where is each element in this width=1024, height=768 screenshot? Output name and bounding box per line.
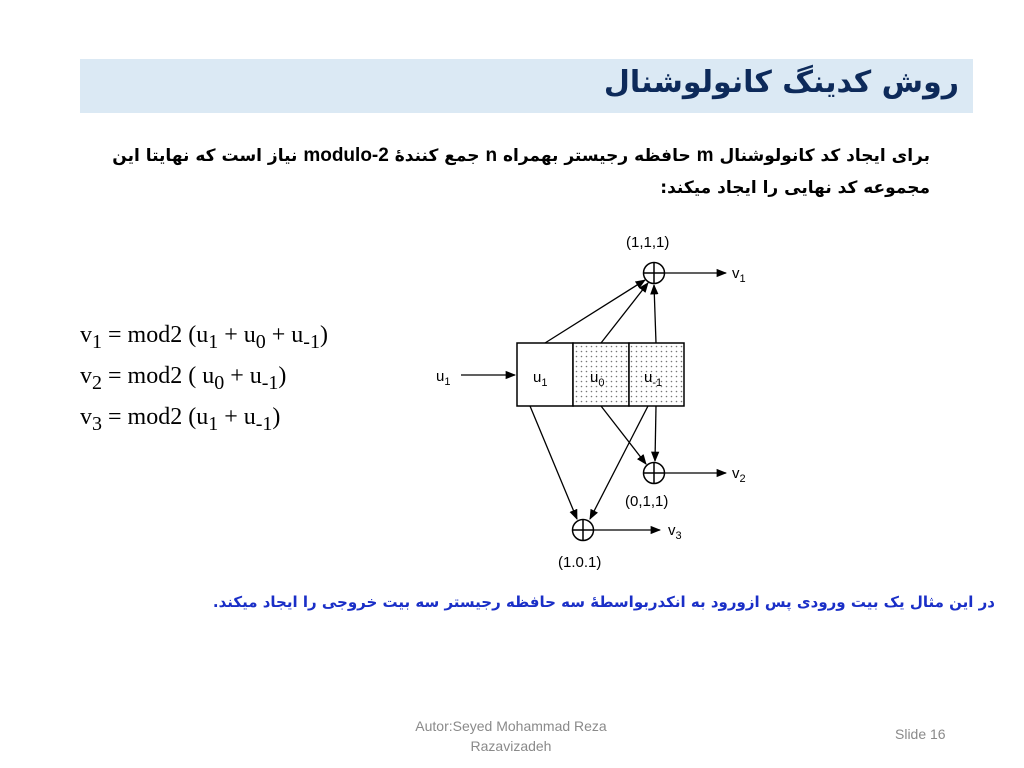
para-modulo: modulo-2 [303, 145, 389, 166]
output-v1-label: $v_1$ [732, 265, 746, 285]
eq1-lhs-sub: 1 [92, 330, 102, 353]
para-m: m [696, 145, 714, 166]
conn-u1-top [545, 280, 645, 343]
input-label: $u_1$ [436, 368, 451, 388]
conn-u0-mid [601, 406, 646, 464]
eq1-t3-sub: -1 [303, 330, 320, 353]
para-text-3: جمع کنندۀ [388, 146, 486, 166]
conn-u-1-mid [655, 406, 656, 461]
eq3-lhs-sub: 3 [92, 412, 102, 435]
register-u-1-box [629, 343, 684, 406]
para-text-2: حافظه رجیستر بهمراه [497, 146, 697, 166]
eq3-t2-sub: -1 [255, 412, 273, 435]
eq2-t1-sub: 0 [214, 371, 225, 394]
conn-u-1-top [654, 285, 656, 343]
para-text-1: برای ایجاد کد کانولوشنال [713, 146, 930, 166]
register-u-1-label: $u_{-1}$ [644, 369, 663, 389]
conn-u0-top [601, 283, 648, 343]
generator-bottom-label: (1.0.1) [558, 554, 602, 571]
adder-bottom [573, 520, 594, 541]
eq1-t2-sub: 0 [255, 330, 266, 353]
eq1-t2: + u [218, 322, 256, 348]
footer-author: Autor:Seyed Mohammad Reza Razavizadeh [415, 718, 607, 754]
adder-top [644, 263, 665, 284]
example-note: در این مثال یک بیت ورودی پس ازورود به انکدربواسطۀ سه حافظه رجیستر سه بیت خروجی را ایجاد میکند. [212, 593, 995, 611]
conn-u1-bot [530, 406, 577, 519]
eq1-lhs: v [80, 322, 92, 348]
slide-number: Slide 16 [895, 726, 946, 742]
eq2-close: ) [278, 362, 287, 389]
eq1-t1-sub: 1 [208, 330, 219, 353]
register-u0-label: $u_0$ [590, 369, 605, 389]
eq1-close: ) [319, 322, 328, 348]
para-text-4: نیاز است که نهایتا این مجموعه کد نهایی را ایجاد میکند: [112, 146, 930, 198]
adder-middle [644, 463, 665, 484]
eq3-t2: + u [218, 403, 256, 430]
eq1-pre: = mod2 (u [102, 322, 209, 348]
eq3-close: ) [272, 403, 281, 430]
eq2-pre: = mod2 ( u [102, 362, 215, 389]
eq2-lhs: v [80, 362, 92, 389]
register-u0-box [573, 343, 629, 406]
eq2-t2: + u [224, 362, 262, 389]
generator-middle-label: (0,1,1) [625, 493, 669, 510]
eq3-lhs: v [80, 403, 92, 430]
page-title: روش کدینگ کانولوشنال [603, 65, 959, 100]
para-n: n [485, 145, 498, 166]
eq2-lhs-sub: 2 [92, 371, 102, 394]
output-v2-label: $v_2$ [732, 465, 746, 485]
eq1-t3: + u [265, 322, 304, 348]
register-u1-label: $u_1$ [533, 369, 548, 389]
generator-top-label: (1,1,1) [626, 234, 670, 251]
eq2-t2-sub: -1 [261, 371, 279, 394]
eq3-t1-sub: 1 [208, 412, 219, 435]
eq3-pre: = mod2 (u [102, 403, 209, 430]
output-v3-label: $v_3$ [668, 522, 682, 542]
register-u1-box [517, 343, 573, 406]
